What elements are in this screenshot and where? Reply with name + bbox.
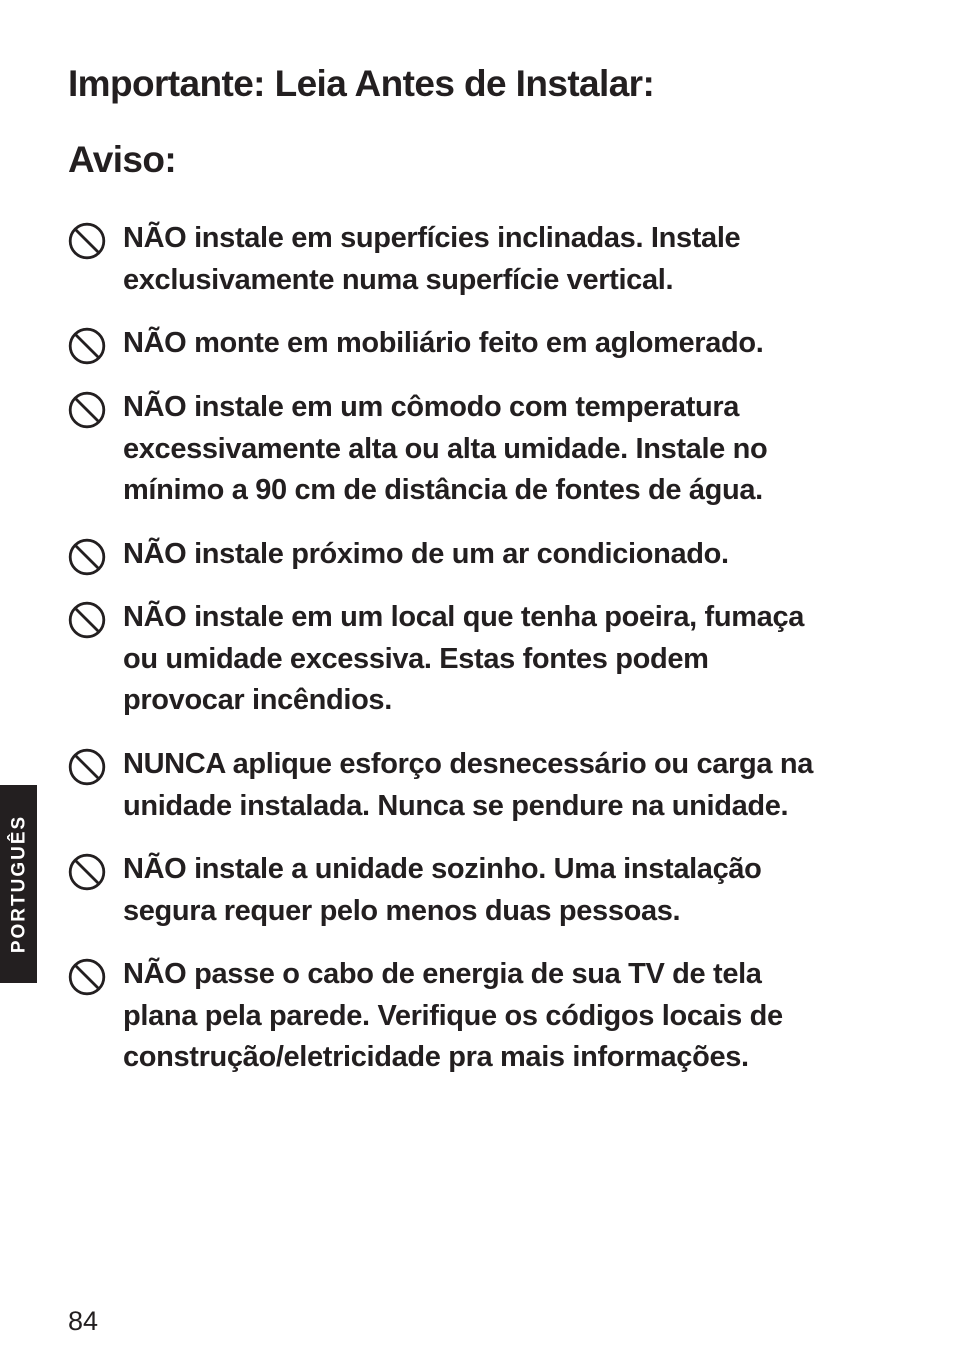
prohibition-icon bbox=[68, 958, 106, 996]
warning-text bbox=[123, 954, 783, 1079]
prohibition-icon bbox=[68, 601, 106, 639]
warning-line: NÃO passe o cabo de energia de sua TV de tela bbox=[123, 958, 762, 990]
warning-text bbox=[123, 387, 767, 512]
warning-line: NÃO monte em mobiliário feito em aglomerado. bbox=[123, 327, 764, 359]
prohibition-icon bbox=[68, 538, 106, 576]
warning-line: excessivamente alta ou alta umidade. Instale no bbox=[123, 432, 768, 465]
warning-line: NUNCA aplique esforço desnecessário ou carga na bbox=[123, 748, 813, 780]
warning-line: mínimo a 90 cm de distância de fontes de água. bbox=[123, 474, 763, 506]
language-tab bbox=[0, 785, 37, 983]
warning-text bbox=[123, 744, 813, 827]
page-number: 84 bbox=[68, 1306, 99, 1336]
warning-text bbox=[123, 597, 804, 722]
warning-line: segura requer pelo menos duas pessoas. bbox=[123, 894, 681, 927]
warning-heading: Aviso: bbox=[68, 139, 177, 180]
prohibition-icon bbox=[68, 853, 106, 891]
warning-text bbox=[123, 534, 729, 576]
warning-text bbox=[123, 849, 762, 932]
warning-list bbox=[68, 0, 898, 1363]
warning-line: provocar incêndios. bbox=[123, 684, 392, 716]
warning-line: NÃO instale em um cômodo com temperatura bbox=[123, 391, 740, 423]
prohibition-icon bbox=[68, 391, 106, 429]
warning-line: plana pela parede. Verifique os códigos locais de bbox=[123, 999, 783, 1032]
warning-line: ou umidade excessiva. Estas fontes podem bbox=[123, 642, 709, 675]
prohibition-icon bbox=[68, 222, 106, 260]
warning-line: NÃO instale próximo de um ar condicionado. bbox=[123, 538, 729, 570]
prohibition-icon bbox=[68, 327, 106, 365]
page-title: Importante: Leia Antes de Instalar: bbox=[68, 63, 655, 104]
warning-text bbox=[123, 323, 763, 365]
warning-line: exclusivamente numa superfície vertical. bbox=[123, 263, 674, 296]
warning-line: unidade instalada. Nunca se pendure na unidade. bbox=[123, 789, 789, 822]
prohibition-icon bbox=[68, 748, 106, 786]
warning-line: NÃO instale a unidade sozinho. Uma instalação bbox=[123, 853, 762, 885]
warning-line: construção/eletricidade pra mais informações. bbox=[123, 1041, 749, 1073]
language-tab-label: PORTUGUÊS bbox=[8, 814, 29, 954]
warning-line: NÃO instale em superfícies inclinadas. Instale bbox=[123, 222, 741, 254]
warning-text bbox=[123, 218, 740, 301]
warning-line: NÃO instale em um local que tenha poeira, fumaça bbox=[123, 601, 804, 633]
